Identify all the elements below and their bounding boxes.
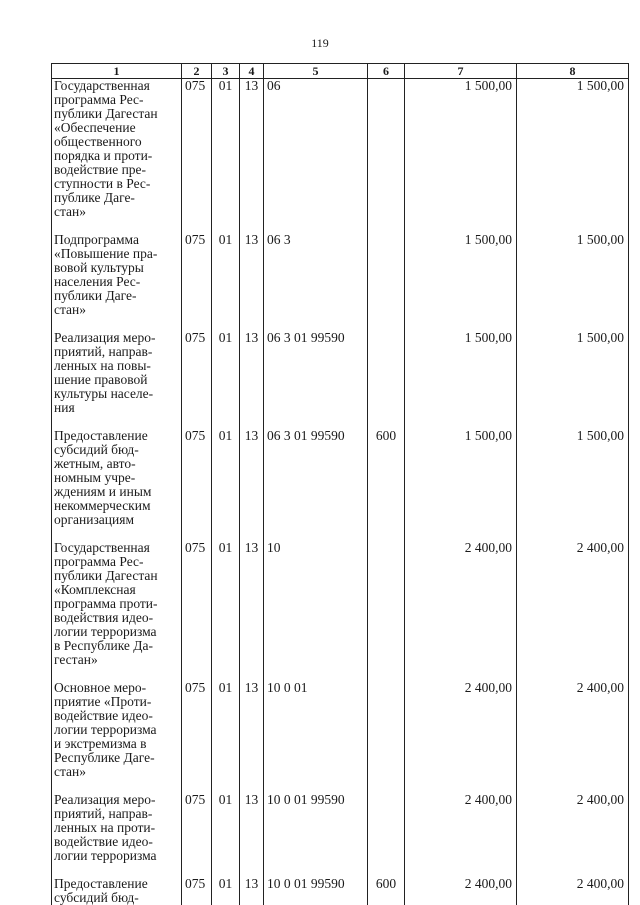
row-name-line: водействие пре- <box>54 162 147 177</box>
section-cell: 01 <box>212 233 240 331</box>
row-name-line: Предоставление <box>54 428 148 443</box>
row-name-line: номным учре- <box>54 470 136 485</box>
subsection-cell: 13 <box>240 681 264 793</box>
budget-table <box>51 63 629 905</box>
amount-col8-cell: 1 500,00 <box>517 429 629 541</box>
row-name-cell <box>52 233 182 331</box>
header-col-3: 3 <box>212 64 240 79</box>
table-row <box>52 793 629 877</box>
row-name-line: публики Дагестан <box>54 568 158 583</box>
row-name-line: «Комплексная <box>54 582 136 597</box>
row-name-line: ступности в Рес- <box>54 176 151 191</box>
header-row <box>52 64 629 79</box>
row-name-line: логии терроризма <box>54 848 157 863</box>
row-name-line: в Республике Да- <box>54 638 153 653</box>
row-name-line: организациям <box>54 512 135 527</box>
row-name-line: Республике Даге- <box>54 750 155 765</box>
row-name-cell <box>52 793 182 877</box>
section-cell: 01 <box>212 429 240 541</box>
amount-col7-cell: 1 500,00 <box>405 331 517 429</box>
row-name-cell <box>52 331 182 429</box>
amount-col7-cell: 2 400,00 <box>405 793 517 877</box>
amount-col8-cell: 1 500,00 <box>517 233 629 331</box>
table-row <box>52 541 629 681</box>
expense-type-cell <box>368 331 405 429</box>
amount-col8-cell: 2 400,00 <box>517 541 629 681</box>
row-name-line: стан» <box>54 204 87 219</box>
expense-type-cell <box>368 233 405 331</box>
amount-col8-cell: 1 500,00 <box>517 331 629 429</box>
target-article-cell: 06 3 <box>264 233 368 331</box>
row-name-line: субсидий бюд- <box>54 442 139 457</box>
admin-code-cell: 075 <box>182 79 212 234</box>
amount-col7-cell: 2 400,00 <box>405 877 517 905</box>
row-name-line: приятий, направ- <box>54 344 153 359</box>
row-name-line: водействие идео- <box>54 708 153 723</box>
row-name-line: программа Рес- <box>54 554 144 569</box>
table-row <box>52 429 629 541</box>
admin-code-cell: 075 <box>182 793 212 877</box>
expense-type-cell <box>368 681 405 793</box>
target-article-cell: 06 <box>264 79 368 234</box>
row-name-line: вовой культуры <box>54 260 144 275</box>
expense-type-cell <box>368 541 405 681</box>
page-number: 119 <box>311 36 329 50</box>
row-name-line: ния <box>54 400 75 415</box>
admin-code-cell: 075 <box>182 541 212 681</box>
row-name-line: Реализация меро- <box>54 792 156 807</box>
row-name-line: публике Даге- <box>54 190 135 205</box>
target-article-cell: 10 0 01 99590 <box>264 793 368 877</box>
row-name-cell <box>52 79 182 234</box>
row-name-line: публики Даге- <box>54 288 137 303</box>
row-name-line: Подпрограмма <box>54 232 139 247</box>
table-row <box>52 681 629 793</box>
row-name-line: водействие идео- <box>54 834 153 849</box>
expense-type-cell: 600 <box>368 429 405 541</box>
row-name-line: программа проти- <box>54 596 158 611</box>
target-article-cell: 06 3 01 99590 <box>264 429 368 541</box>
subsection-cell: 13 <box>240 233 264 331</box>
amount-col8-cell: 2 400,00 <box>517 793 629 877</box>
row-name-line: ждениям и иным <box>54 484 152 499</box>
row-name-line: Государственная <box>54 78 150 93</box>
row-name-line: жетным, авто- <box>54 456 136 471</box>
row-name-line: Предоставление <box>54 876 148 891</box>
subsection-cell: 13 <box>240 331 264 429</box>
header-col-7: 7 <box>405 64 517 79</box>
row-name-line: водействия идео- <box>54 610 154 625</box>
row-name-line: и экстремизма в <box>54 736 147 751</box>
admin-code-cell: 075 <box>182 331 212 429</box>
amount-col7-cell: 1 500,00 <box>405 233 517 331</box>
row-name-line: программа Рес- <box>54 92 144 107</box>
header-col-2: 2 <box>182 64 212 79</box>
row-name-line: логии терроризма <box>54 722 157 737</box>
subsection-cell: 13 <box>240 541 264 681</box>
row-name-cell <box>52 681 182 793</box>
table-row <box>52 79 629 234</box>
row-name-line: порядка и проти- <box>54 148 153 163</box>
section-cell: 01 <box>212 331 240 429</box>
row-name-line: некоммерческим <box>54 498 151 513</box>
header-col-5: 5 <box>264 64 368 79</box>
amount-col7-cell: 1 500,00 <box>405 429 517 541</box>
target-article-cell: 10 0 01 <box>264 681 368 793</box>
row-name-line: приятие «Проти- <box>54 694 152 709</box>
header-col-8: 8 <box>517 64 629 79</box>
row-name-line: стан» <box>54 764 87 779</box>
subsection-cell: 13 <box>240 793 264 877</box>
amount-col7-cell: 1 500,00 <box>405 79 517 234</box>
section-cell: 01 <box>212 79 240 234</box>
table-row <box>52 331 629 429</box>
amount-col7-cell: 2 400,00 <box>405 541 517 681</box>
row-name-line: публики Дагестан <box>54 106 158 121</box>
header-col-6: 6 <box>368 64 405 79</box>
amount-col8-cell: 1 500,00 <box>517 79 629 234</box>
amount-col8-cell: 2 400,00 <box>517 681 629 793</box>
row-name-cell <box>52 541 182 681</box>
header-col-4: 4 <box>240 64 264 79</box>
subsection-cell: 13 <box>240 877 264 905</box>
admin-code-cell: 075 <box>182 877 212 905</box>
row-name-line: «Обеспечение <box>54 120 136 135</box>
admin-code-cell: 075 <box>182 681 212 793</box>
row-name-line: шение правовой <box>54 372 148 387</box>
expense-type-cell <box>368 793 405 877</box>
row-name-line: культуры населе- <box>54 386 154 401</box>
row-name-line: гестан» <box>54 652 98 667</box>
row-name-line: субсидий бюд- <box>54 890 139 905</box>
row-name-line: населения Рес- <box>54 274 141 289</box>
table-header <box>52 64 629 79</box>
target-article-cell: 10 <box>264 541 368 681</box>
row-name-cell <box>52 429 182 541</box>
section-cell: 01 <box>212 793 240 877</box>
expense-type-cell <box>368 79 405 234</box>
amount-col7-cell: 2 400,00 <box>405 681 517 793</box>
row-name-line: общественного <box>54 134 142 149</box>
row-name-line: ленных на повы- <box>54 358 151 373</box>
admin-code-cell: 075 <box>182 429 212 541</box>
amount-col8-cell: 2 400,00 <box>517 877 629 905</box>
row-name-line: Основное меро- <box>54 680 147 695</box>
row-name-line: приятий, направ- <box>54 806 153 821</box>
row-name-line: ленных на проти- <box>54 820 156 835</box>
header-col-1: 1 <box>52 64 182 79</box>
section-cell: 01 <box>212 877 240 905</box>
table-row <box>52 233 629 331</box>
expense-type-cell: 600 <box>368 877 405 905</box>
row-name-cell <box>52 877 182 905</box>
table-body <box>52 79 629 905</box>
row-name-line: «Повышение пра- <box>54 246 158 261</box>
subsection-cell: 13 <box>240 429 264 541</box>
section-cell: 01 <box>212 541 240 681</box>
target-article-cell: 06 3 01 99590 <box>264 331 368 429</box>
section-cell: 01 <box>212 681 240 793</box>
table-row <box>52 877 629 905</box>
admin-code-cell: 075 <box>182 233 212 331</box>
row-name-line: Государственная <box>54 540 150 555</box>
row-name-line: Реализация меро- <box>54 330 156 345</box>
row-name-line: стан» <box>54 302 87 317</box>
subsection-cell: 13 <box>240 79 264 234</box>
row-name-line: логии терроризма <box>54 624 157 639</box>
target-article-cell: 10 0 01 99590 <box>264 877 368 905</box>
